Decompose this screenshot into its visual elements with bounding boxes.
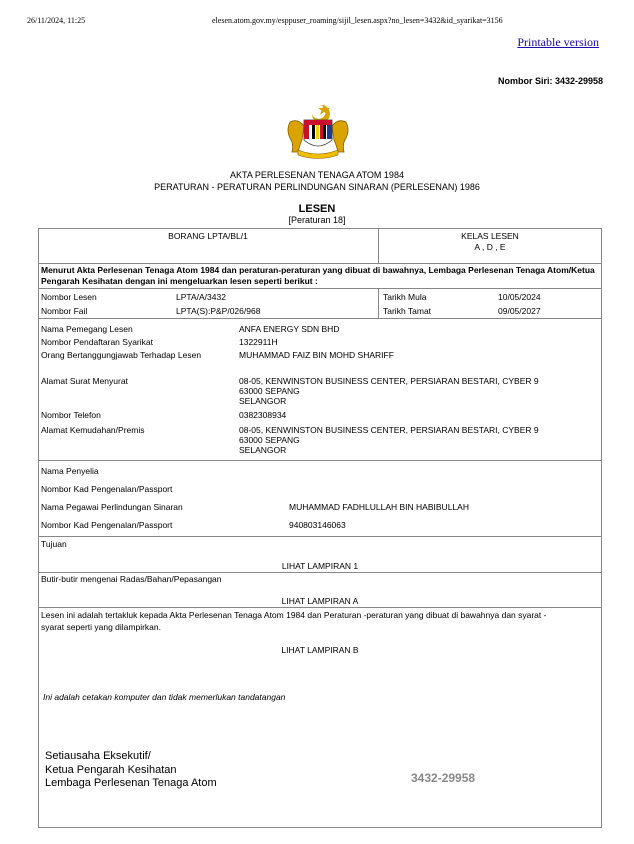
pegawai-perlindungan-value: MUHAMMAD FADHLULLAH BIN HABIBULLAH xyxy=(289,502,469,512)
butir-label: Butir-butir mengenai Radas/Bahan/Pepasangan xyxy=(41,574,222,584)
document-title: LESEN xyxy=(298,203,336,215)
nombor-fail-value: LPTA(S):P&P/026/968 xyxy=(176,306,261,316)
alamat-premis-line2: 63000 SEPANG xyxy=(239,435,300,445)
print-url: elesen.atom.gov.my/esppuser_roaming/sijil_lesen.aspx?no_lesen=3432&id_syarikat=3156 xyxy=(212,16,503,25)
kad-pengenalan-2-value: 940803146063 xyxy=(289,520,346,530)
kelas-lesen-value: A , D , E xyxy=(474,242,506,252)
nama-pemegang-value: ANFA ENERGY SDN BHD xyxy=(239,324,340,334)
tarikh-mula-value: 10/05/2024 xyxy=(498,292,541,302)
tarikh-tamat-label: Tarikh Tamat xyxy=(383,306,432,316)
tujuan-label: Tujuan xyxy=(41,539,67,549)
kelas-lesen-label: KELAS LESEN xyxy=(461,231,519,241)
kad-pengenalan-1-label: Nombor Kad Pengenalan/Passport xyxy=(41,484,173,494)
nombor-fail-label: Nombor Fail xyxy=(41,306,88,316)
kad-pengenalan-2-label: Nombor Kad Pengenalan/Passport xyxy=(41,520,173,530)
tarikh-tamat-value: 09/05/2027 xyxy=(498,306,541,316)
alamat-premis-label: Alamat Kemudahan/Premis xyxy=(41,425,145,435)
telefon-value: 0382308934 xyxy=(239,410,287,420)
print-datetime: 26/11/2024, 11:25 xyxy=(27,16,86,25)
conditions-line2: syarat seperti yang dilampirkan. xyxy=(41,622,162,632)
serial-number-large: 3432-29958 xyxy=(411,771,476,785)
pendaftaran-value: 1322911H xyxy=(239,337,278,347)
butir-value: LIHAT LAMPIRAN A xyxy=(281,596,359,606)
alamat-surat-line2: 63000 SEPANG xyxy=(239,386,300,396)
nama-penyelia-label: Nama Penyelia xyxy=(41,466,99,476)
regulation-title: PERATURAN - PERATURAN PERLINDUNGAN SINARAN (PERLESENAN) 1986 xyxy=(154,182,480,192)
serial-number: Nombor Siri: 3432-29958 xyxy=(497,76,603,86)
nombor-lesen-label: Nombor Lesen xyxy=(41,292,97,302)
pendaftaran-label: Nombor Pendaftaran Syarikat xyxy=(41,337,153,347)
signatory-line2: Ketua Pengarah Kesihatan xyxy=(45,764,177,776)
orang-bertanggungjawab-value: MUHAMMAD FAIZ BIN MOHD SHARIFF xyxy=(239,350,394,360)
telefon-label: Nombor Telefon xyxy=(41,410,101,420)
tarikh-mula-label: Tarikh Mula xyxy=(383,292,427,302)
pegawai-perlindungan-label: Nama Pegawai Perlindungan Sinaran xyxy=(41,502,183,512)
alamat-surat-label: Alamat Surat Menyurat xyxy=(41,376,128,386)
computer-print-note: Ini adalah cetakan komputer dan tidak memerlukan tandatangan xyxy=(43,692,286,702)
signatory-line1: Setiausaha Eksekutif/ xyxy=(45,750,151,762)
printable-version-link[interactable]: Printable version xyxy=(517,35,599,49)
borang-label: BORANG LPTA/BL/1 xyxy=(168,231,248,241)
tujuan-value: LIHAT LAMPIRAN 1 xyxy=(281,561,359,571)
orang-bertanggungjawab-label: Orang Bertanggungjawab Terhadap Lesen xyxy=(41,350,202,360)
preamble-text: Menurut Akta Perlesenan Tenaga Atom 1984 dan peraturan-peraturan yang dibuat di bawahnya, Lembaga Perlesenan Tenaga Atom/Ketua Pengarah Kesihatan dengan ini mengeluarkan lesen seperti berikut : xyxy=(41,265,595,286)
malaysia-crest-icon xyxy=(284,100,352,160)
nama-pemegang-label: Nama Pemegang Lesen xyxy=(41,324,133,334)
conditions-value: LIHAT LAMPIRAN B xyxy=(281,645,359,655)
document-subtitle: [Peraturan 18] xyxy=(288,215,346,225)
alamat-premis-line3: SELANGOR xyxy=(239,445,287,455)
alamat-surat-line1: 08-05, KENWINSTON BUSINESS CENTER, PERSIARAN BESTARI, CYBER 9 xyxy=(239,376,539,386)
nombor-lesen-value: LPTA/A/3432 xyxy=(176,292,226,302)
alamat-surat-line3: SELANGOR xyxy=(239,396,287,406)
act-title: AKTA PERLESENAN TENAGA ATOM 1984 xyxy=(230,170,404,180)
alamat-premis-line1: 08-05, KENWINSTON BUSINESS CENTER, PERSIARAN BESTARI, CYBER 9 xyxy=(239,425,539,435)
conditions-line1: Lesen ini adalah tertakluk kepada Akta Perlesenan Tenaga Atom 1984 dan Peraturan -peraturan yang dibuat di bawahnya dan syarat - xyxy=(41,610,547,620)
signatory-line3: Lembaga Perlesenan Tenaga Atom xyxy=(45,777,217,789)
